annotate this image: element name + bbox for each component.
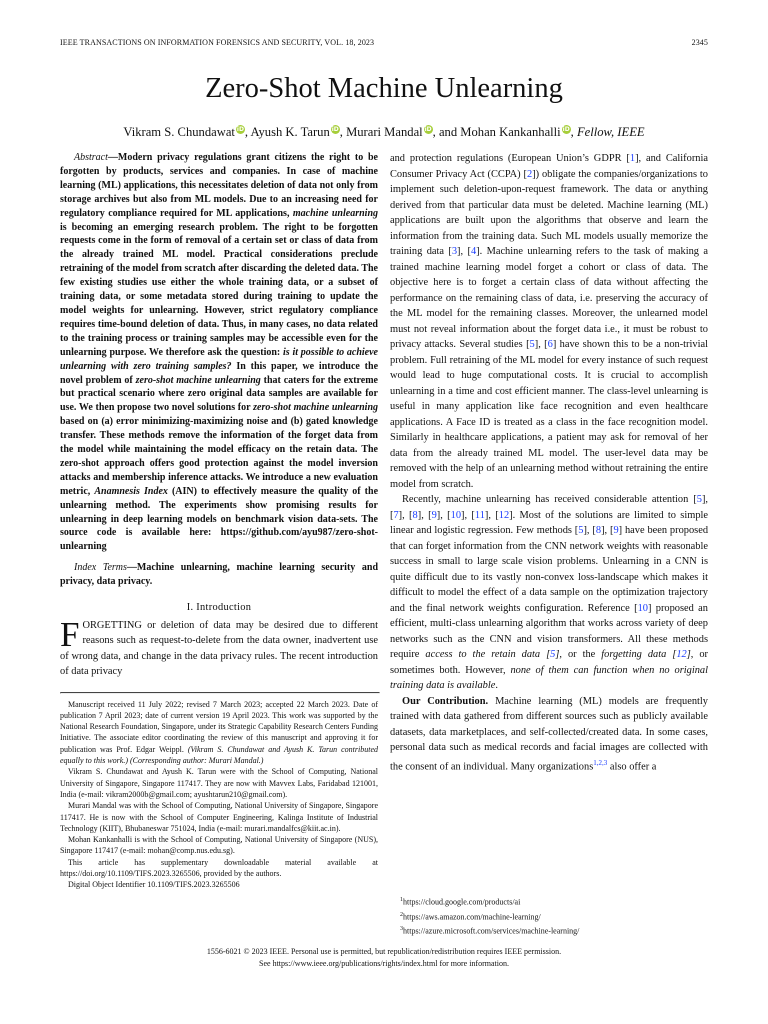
- citation-link[interactable]: 9: [431, 509, 437, 521]
- citation-link[interactable]: 6: [547, 339, 553, 350]
- citation-link[interactable]: 4: [470, 246, 477, 257]
- author-name: Ayush K. Tarun: [250, 125, 330, 140]
- citation-link[interactable]: 8: [412, 509, 418, 521]
- citation-link[interactable]: 2: [526, 168, 533, 180]
- footnote-url: $^2$https://aws.amazon.com/machine-learning/: [400, 911, 541, 922]
- body-paragraph: Our Contribution. Machine learning (ML) models are frequently trained with data gathered from different sources such as publicly available datasets, data marketplaces, and self-collected/created data. In some cases, personal data such as medical records and facial images are collected with the consent of an individual. Many organizations$^{1,2,3}$ also offer a: [390, 695, 708, 772]
- footnote-rule: [60, 692, 380, 694]
- body-paragraph: Recently, machine unlearning has received considerable attention [5], [7], [8], [9], [10], [11], [12]. Most of the solutions are limited to simple linear and logistic regression. Few methods [5], [8], [9] have been proposed that can forget information from the CNN network weights with reasonable success in small to large scale vision problems. Unlearning in a CNN is quite difficult due to its vastly non-convex loss-landscape which makes it difficult to model the effect of a data sample on the optimization trajectory and the final network weights configuration. Reference [10] proposed an efficient, multi-class unlearning algorithm that works across variety of deep networks such as the CNN and vision transformers. All these methods require access to the retain data [5], or the forgetting data [12], or sometimes both. However, none of them can function when no original training data is available.: [390, 494, 709, 691]
- citation-link[interactable]: 10: [450, 509, 462, 521]
- index-terms: Index Terms—Machine unlearning, machine learning security and privacy, data privacy.: [60, 562, 379, 588]
- abstract: Abstract—Modern privacy regulations grant citizens the right to be forgotten by products, services and companies. In case of machine learning (ML) applications, this necessitates deletion of data not only from storage archives but also from ML models. Due to an increasing need for regulatory compliance required for ML applications, machine unlearning is becoming an emerging research problem. The right to be forgotten requests come in the form of removal of a certain set or class of data from the already trained ML model. Practical considerations preclude retraining of the model from scratch after discarding the deleted data. The few existing studies use either the whole training data, or a subset of training data, or some metadata stored during training to update the model weights for unlearning. However, strict regulatory compliance requires time-bound deletion of data. Thus, in many cases, no data related to the training process or training samples may be accessible even for the unlearning purpose. We therefore ask the question: is it possible to achieve unlearning with zero training samples? In this paper, we introduce the novel problem of zero-shot machine unlearning that caters for the extreme but practical scenario where zero original data samples are available for use. We then propose two novel solutions for zero-shot machine unlearning based on (a) error minimizing-maximizing noise and (b) gated knowledge transfer. These methods remove the information of the forget data from the model while maintaining the model efficacy on the retain data. The zero-shot approach offers good protection against the model inversion attacks and membership inference attacks. We introduce a new evaluation metric, Anamnesis Index (AIN) to effectively measure the quality of the unlearning method. The experiments show promising results for unlearning in deep learning models on benchmark vision data-sets. The source code is available here: https://github.com/ayu987/zero-shot-unlearning: [60, 152, 379, 553]
- left-footnotes: [60, 692, 378, 891]
- author-name: and Mohan Kankanhalli: [438, 125, 561, 140]
- footnote: This article has supplementary downloadable material available at https://doi.org/10.1109/TIFS.2023.3265506, provided by the authors.: [60, 857, 378, 879]
- section-heading: I. Introduction: [186, 602, 252, 614]
- citation-link[interactable]: 5: [529, 339, 535, 350]
- drop-cap: F: [60, 614, 80, 654]
- author-list: Vikram S. Chundawat iD, Ayush K. Tarun iD, Murari Mandal iD, and Mohan Kankanhalli iD, Fellow, IEEE: [123, 125, 645, 140]
- citation-link[interactable]: 12: [498, 509, 510, 521]
- citation-link[interactable]: 8: [595, 525, 602, 536]
- citation-link[interactable]: 11: [474, 509, 485, 521]
- footnote: Mohan Kankanhalli is with the School of Computing, National University of Singapore (NUS), Singapore 117417 (e-mail: mohan@comp.nus.edu.sg).: [60, 835, 378, 856]
- orcid-icon[interactable]: iD: [331, 126, 339, 133]
- abstract-label: Abstract: [74, 152, 108, 163]
- right-footnotes: [400, 894, 579, 938]
- footnote: Vikram S. Chundawat and Ayush K. Tarun were with the School of Computing, National University of Singapore, Singapore 117417. They are now with Mavvex Labs, Faridabad 121001, India (e-mail: vikram2000b@gmail.com; ayushtarun210@gmail.com).: [60, 767, 378, 799]
- paper-title: Zero-Shot Machine Unlearning: [205, 73, 563, 104]
- doi-line: Digital Object Identifier 10.1109/TIFS.2023.3265506: [68, 880, 240, 890]
- orcid-icon[interactable]: iD: [236, 126, 244, 133]
- orcid-icon[interactable]: iD: [562, 126, 570, 133]
- body-paragraph: and protection regulations (European Union’s GDPR [1], and California Consumer Privacy Act (CCPA) [2]) obligate the companies/organizations to implement such deletion-upon-request framework. The data or anything derived from that particular data must be deleted. Machine learning (ML) applications are built upon the algorithms that observe and learn the information from the training data. Such ML models usually memorize the training data [3], [4]. Machine unlearning refers to the task of making a trained machine learning model forget a cohort or class of data. The objective here is to forget a certain class of data without affecting the performance on the remaining class of data, i.e. preserving the accuracy of the ML model for the remaining classes. Moreover, the unlearned model must not reveal information about the forget data i.e., it must be robust to privacy attacks. Several studies [5], [6] have shown this to be a non-trivial problem. Full retraining of the ML model for every instance of such request would lead to huge computational costs. It is crucial to accomplish unlearning in a time and cost efficient manner. The class-level unlearning is useful in many application like face recognition and even healthcare applications. A Face ID is treated as a class in the face recognition model. Similarly in healthcare applications, a patient may ask for removal of her data from the already trained ML model. The user-level data may be removed with the help of an unlearning method without retraining the entire model from scratch.: [390, 153, 708, 490]
- citation-link[interactable]: 5: [550, 649, 556, 660]
- page-number: 2345: [691, 38, 708, 47]
- citation-link[interactable]: 12: [676, 649, 687, 660]
- contribution-heading: Our Contribution.: [402, 695, 489, 707]
- citation-link[interactable]: 7: [393, 509, 399, 521]
- orcid-icon[interactable]: iD: [424, 126, 432, 133]
- author-name: Murari Mandal: [346, 125, 423, 140]
- intro-paragraph: FORGETTING or deletion of data may be desired due to different reasons such as request-to-delete from the data owner, inadvertent use of wrong data, and change in the data privacy rules. The recent introduction of data privacy: [60, 614, 378, 678]
- author-fellow: Fellow, IEEE: [576, 125, 645, 140]
- citation-link[interactable]: 10: [637, 602, 648, 614]
- footnote-url: $^1$https://cloud.google.com/products/ai: [400, 897, 521, 907]
- author-name: Vikram S. Chundawat: [123, 125, 235, 140]
- running-header: [60, 38, 708, 47]
- footnote-marker[interactable]: 1,2,3: [593, 758, 608, 767]
- left-column: [60, 151, 378, 891]
- footnote-url: $^3$https://azure.microsoft.com/services/machine-learning/: [400, 926, 580, 936]
- citation-link[interactable]: 9: [613, 525, 619, 536]
- citation-link[interactable]: 5: [578, 525, 584, 536]
- citation-link[interactable]: 3: [451, 246, 458, 257]
- footnote: Murari Mandal was with the School of Computing, National University of Singapore, Singapore 117417. He is now with the School of Computer Engineering, Kalinga Institute of Industrial Technology (KIIT), Bhubaneswar 751024, India (e-mail: murari.mandalfcs@kiit.ac.in).: [60, 801, 378, 833]
- footnote: Manuscript received 11 July 2022; revised 7 March 2023; accepted 22 March 2023. Date of publication 7 April 2023; date of current version 19 April 2023. This work was supported by the National Research Foundation, Singapore, under its Strategic Capability Research Centers Funding Initiative. The associate editor coordinating the review of this manuscript and approving it for publication was Prof. Edgar Weippl. (Vikram S. Chundawat and Ayush K. Tarun contributed equally to this work.) (Corresponding author: Murari Mandal.): [60, 699, 378, 766]
- copyright-notice: 1556-6021 © 2023 IEEE. Personal use is permitted, but republication/redistribution requires IEEE permission. See https://www.ieee.org/publications/rights/index.html for more information.: [206, 947, 562, 968]
- citation-link[interactable]: 1: [629, 153, 636, 164]
- journal-name: IEEE TRANSACTIONS ON INFORMATION FORENSICS AND SECURITY, VOL. 18, 2023: [60, 38, 375, 47]
- right-column: [390, 151, 708, 774]
- citation-link[interactable]: 5: [696, 494, 702, 505]
